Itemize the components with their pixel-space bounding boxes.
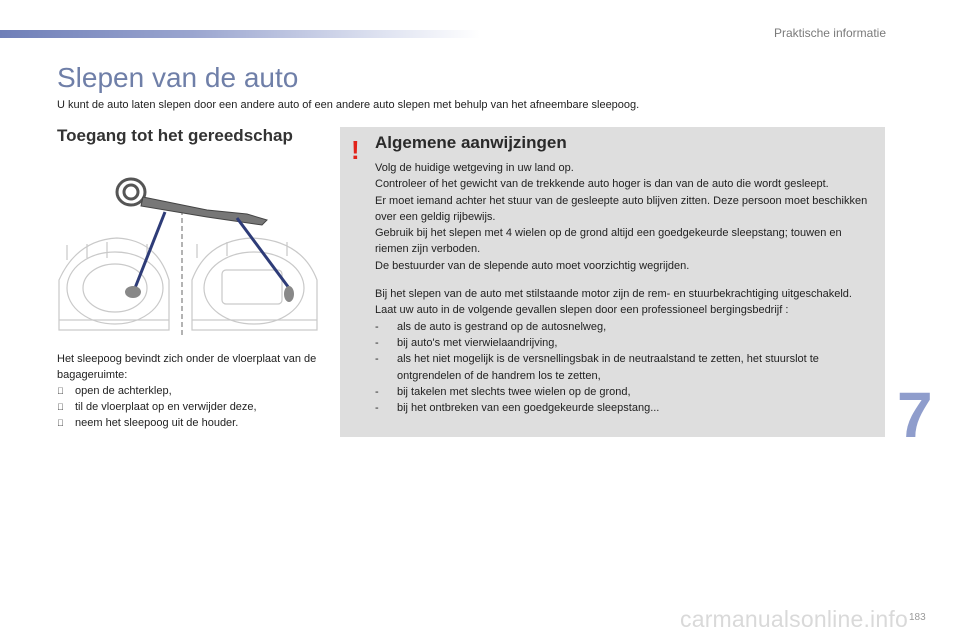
- bullet-marker: [57, 383, 75, 399]
- list-item-text: neem het sleepoog uit de houder.: [75, 417, 239, 429]
- page-number: 183: [909, 612, 926, 623]
- warning-line: De bestuurder van de slepende auto moet voorzichtig wegrijden.: [375, 259, 690, 272]
- warning-box: [340, 127, 885, 437]
- bullet-marker: [57, 399, 75, 415]
- dash-marker: -: [375, 385, 379, 398]
- list-item: [375, 384, 875, 400]
- list-item-text: open de achterklep,: [75, 385, 172, 397]
- list-item: [57, 399, 327, 415]
- list-item: [375, 319, 875, 335]
- list-item: [57, 415, 327, 431]
- dash-marker: -: [375, 353, 379, 366]
- section-label: Praktische informatie: [773, 26, 886, 40]
- list-item: [375, 335, 875, 351]
- warning-line: Controleer of het gewicht van de trekkende auto hoger is dan van de auto die wordt gesleept.: [375, 178, 829, 191]
- list-item-text: als het niet mogelijk is de versnellingsbak in de neutraalstand te zetten, het stuurslot te ontgrendelen of de handrem los te zetten,: [397, 353, 819, 382]
- list-item-text: bij takelen met slechts twee wielen op de grond,: [397, 385, 631, 398]
- list-item-text: bij auto's met vierwielaandrijving,: [397, 336, 558, 349]
- page-title: Slepen van de auto: [57, 62, 299, 93]
- dash-marker: -: [375, 336, 379, 349]
- list-item-text: als de auto is gestrand op de autosnelweg,: [397, 320, 607, 333]
- intro-text: U kunt de auto laten slepen door een andere auto of een andere auto slepen met behulp van het afneembare sleepoog.: [57, 99, 640, 111]
- towing-eye-illustration: [57, 170, 319, 340]
- subheading-tools: Toegang tot het gereedschap: [57, 126, 293, 145]
- list-item-text: bij het ontbreken van een goedgekeurde sleepstang...: [397, 402, 660, 415]
- chapter-number: 7: [897, 379, 933, 451]
- tool-access-text: [57, 351, 327, 431]
- list-item: [375, 351, 875, 384]
- list-item: [57, 383, 327, 399]
- warning-line: Laat uw auto in de volgende gevallen slepen door een professioneel bergingsbedrijf :: [375, 304, 789, 317]
- bullet-marker: [57, 415, 75, 431]
- warning-line: Er moet iemand achter het stuur van de gesleepte auto blijven zitten. Deze persoon moet beschikken over een geldig rijbewijs.: [375, 194, 868, 223]
- watermark: carmanualsonline.info: [680, 606, 908, 632]
- warning-line: Bij het slepen van de auto met stilstaande motor zijn de rem- en stuurbekrachtiging uitgeschakeld.: [375, 288, 852, 301]
- warning-line: Gebruik bij het slepen met 4 wielen op de grond altijd een goedgekeurde sleepstang; touwen en riemen zijn verboden.: [375, 227, 842, 256]
- warning-body: [375, 160, 875, 416]
- warning-line: Volg de huidige wetgeving in uw land op.: [375, 162, 574, 174]
- dash-marker: -: [375, 320, 379, 333]
- list-item-text: til de vloerplaat op en verwijder deze,: [75, 401, 257, 413]
- header-accent-bar: [0, 30, 480, 38]
- tool-location-paragraph: Het sleepoog bevindt zich onder de vloerplaat van de bagageruimte:: [57, 353, 317, 381]
- list-item: [375, 400, 875, 416]
- warning-icon: !: [351, 135, 360, 165]
- warning-title: Algemene aanwijzingen: [375, 133, 567, 152]
- dash-marker: -: [375, 402, 379, 415]
